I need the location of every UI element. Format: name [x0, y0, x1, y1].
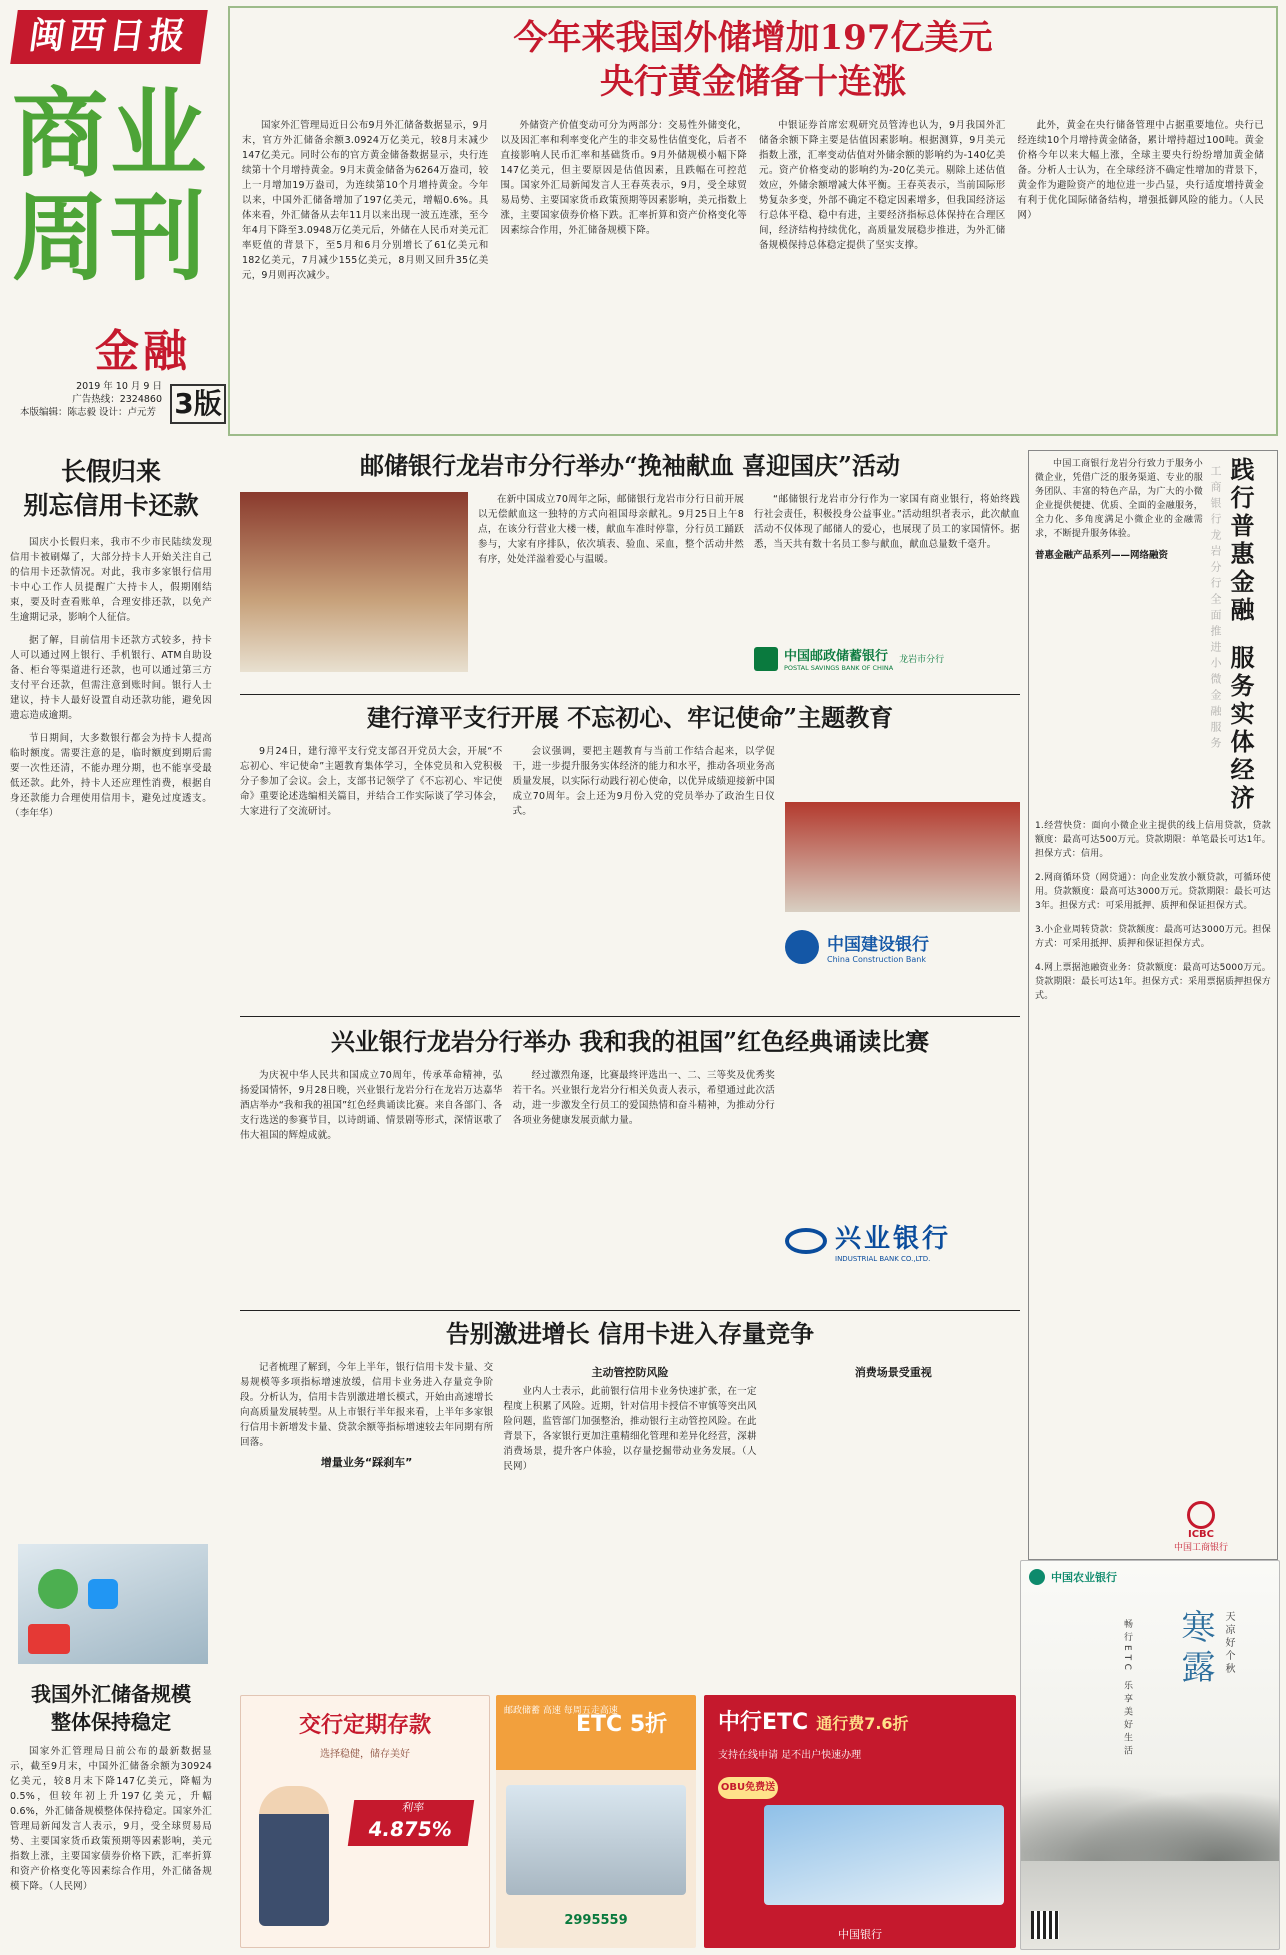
products-label: 普惠金融产品系列——网络融资	[1035, 550, 1169, 561]
ad-title: ETC 5折	[576, 1712, 668, 1737]
product-item: 1.经营快贷：面向小微企业主提供的线上信用贷款，贷款额度：最高可达500万元。贷款期限：单笔最长可达1年。担保方式：信用。	[1035, 821, 1271, 859]
toll-lane-illustration	[764, 1805, 1004, 1905]
subheading: 消费场景受重视	[854, 1366, 932, 1379]
ad-bank: 中国银行	[838, 1928, 882, 1941]
cib-logo: 兴业银行 INDUSTRIAL BANK CO.,LTD.	[785, 1218, 1020, 1263]
ad-phone: 2995559	[564, 1913, 628, 1928]
subheading: 主动管控防风险	[591, 1366, 669, 1379]
divider	[240, 1016, 1020, 1017]
reserves-article	[10, 1680, 212, 1950]
headline: 整体保持稳定	[51, 1710, 171, 1734]
lead-article	[228, 6, 1278, 436]
paragraph: 在新中国成立70周年之际，邮储银行龙岩市分行日前开展以无偿献血这一独特的方式向祖国母亲献礼。9月25日上午8点，在该分行营业大楼一楼，献血车准时停靠，分行员工踊跃参与，大家有序排队，依次填表、验血、采血，整个活动井然有序，处处洋溢着爱心与温暖。	[478, 494, 744, 565]
boc-etc-ad	[704, 1695, 1016, 1948]
paragraph: 节日期间，大多数银行都会为持卡人提高临时额度。需要注意的是，临时额度到期后需要一次性还清，不能办理分期，也不能享受最低还款。此外，持卡人还应理性消费，根据自身还款能力合理使用信用卡，避免过度透支。（李年华）	[10, 733, 212, 819]
product-item: 4.网上票据池融资业务：贷款额度：最高可达5000万元。贷款期限：最长可达1年。担保方式：采用票据质押担保方式。	[1035, 963, 1271, 1001]
divider	[240, 694, 1020, 695]
section-subtitle: 金融	[95, 326, 191, 377]
paragraph: 中国工商银行龙岩分行致力于服务小微企业，凭借广泛的服务渠道、专业的服务团队、丰富的特色产品，为广大的小微企业提供便捷、优质、全面的金融服务，全力化、多角度满足小微企业的金融需求，不断提升服务体验。	[1035, 459, 1203, 539]
paragraph: 据了解，目前信用卡还款方式较多，持卡人可以通过网上银行、手机银行、ATM自助设备、柜台等渠道进行还款，也可以通过第三方支付平台还款，但需注意到账时间。银行人士建议，持卡人最好设置自动还款功能，避免因遗忘造成逾期。	[10, 635, 212, 721]
headline: 告别激进增长 信用卡进入存量竞争	[445, 1319, 815, 1348]
paragraph: 经过激烈角逐，比赛最终评选出一、二、三等奖及优秀奖若干名。兴业银行龙岩分行相关负责人表示，希望通过此次活动，进一步激发全行员工的爱国热情和奋斗精神，为推动分行各项业务健康发展贡献力量。	[512, 1070, 775, 1126]
blood-donation-photo	[240, 492, 468, 672]
ad-top: 邮政储蓄 高速 每周五走高速	[504, 1706, 618, 1716]
paragraph: 中银证券首席宏观研究员管涛也认为，9月我国外汇储备余额下降主要是估值因素影响。根据测算，9月美元指数上涨，汇率变动估值对外储余额的影响约为-140亿美元。资产价格变动的影响约为-20亿美元。剔除上述估值效应，外储余额增减大体平衡。王春英表示，当前国际形势复杂多变，外部不确定不稳定因素增多，但我国经济运行总体平稳、稳中有进，主要经济指标总体保持在合理区间，经济结构持续优化，高质量发展稳步推进，为外汇储备规模保持总体稳定提供了坚实支撑。	[759, 120, 1006, 251]
cib-article	[240, 1024, 1020, 1304]
paragraph: 此外，黄金在央行储备管理中占据重要地位。央行已经连续10个月增持黄金储备，累计增持超过100吨。黄金价格今年以来大幅上涨，全球主要央行纷纷增加黄金储备。分析人士认为，在全球经济不确定性增加的背景下，黄金作为避险资产的地位进一步凸显，央行适度增持黄金有利于优化国际储备结构，增强抵御风险的能力。（人民网）	[1017, 120, 1264, 221]
credit-growth-article	[240, 1316, 1020, 1676]
obu-badge: OBU免费送	[718, 1777, 778, 1799]
section-title: 商业 周刊	[12, 77, 208, 294]
paragraph: 外储资产价值变动可分为两部分：交易性外储变化，以及因汇率和利率变化产生的非交易性估值变化，后者不直接影响人民币汇率和基础货币。9月外储规模小幅下降147亿美元，但主要原因是估值因素，且跌幅在可控范围。国家外汇局新闻发言人王春英表示，9月，受全球贸易局势、主要国家货币政策预期等因素影响，美元指数上涨，主要国家债券价格下跌。汇率折算和资产价格变化等因素综合作用，外汇储备规模下降。	[500, 120, 747, 236]
postal-article	[240, 448, 1020, 688]
businessman-illustration	[259, 1786, 329, 1926]
paragraph: 国家外汇管理局近日公布9月外汇储备数据显示，9月末，官方外汇储备余额3.0924万亿美元，较8月末减少147亿美元。同时公布的官方黄金储备数据显示，央行连续第十个月增持黄金。9月末黄金储备为6264万盎司，较上一月增加19万盎司，为连续第10个月增持黄金。今年以来，中国外汇储备增加了197亿美元，增幅0.6%。具体来看，外汇储备从去年11月以来出现一波五连涨，至今年4月下降至3.0948万亿美元后，外储在人民币对美元汇率贬值的背景下，至5月和6月分别增长了61亿美元和182亿美元，7月减少155亿美元，8月则又回升35亿美元，9月则再次减少。	[242, 120, 489, 281]
paper-name-logo: 闽西日报	[10, 10, 208, 64]
paragraph: 国庆小长假归来，我市不少市民陆续发现信用卡被刷爆了，大部分持卡人开始关注自己的信用卡还款情况。对此，我市多家银行信用卡中心工作人员提醒广大持卡人，假期刚结束，要及时查看账单，合理安排还款，以免产生逾期记录，影响个人征信。	[10, 537, 212, 623]
icbc-logo-icon	[1187, 1501, 1215, 1529]
ad-title: 中行ETC	[718, 1710, 809, 1735]
ccb-logo: 中国建设银行 China Construction Bank	[785, 930, 1020, 964]
meeting-photo	[785, 802, 1020, 912]
abc-logo-icon	[1029, 1569, 1045, 1585]
headline: 别忘信用卡还款	[23, 491, 199, 520]
headline: 邮储银行龙岩市分行举办“挽袖献血 喜迎国庆”活动	[360, 451, 900, 480]
ccb-logo-icon	[785, 930, 819, 964]
icbc-logo: ICBC 中国工商银行	[1174, 1501, 1228, 1553]
rate-badge: 利率 4.875%	[348, 1800, 474, 1846]
ccb-article	[240, 700, 1020, 1010]
product: 畅行ETC 乐享美好生活	[1122, 1619, 1132, 1759]
headline: 长假归来	[60, 457, 161, 486]
cib-logo-icon	[785, 1228, 827, 1254]
credit-card-photo	[18, 1544, 208, 1664]
divider	[240, 1310, 1020, 1311]
lead-headline: 今年来我国外储增加197亿美元	[513, 18, 993, 58]
psbc-etc-ad	[496, 1695, 696, 1948]
postal-logo: 中国邮政储蓄银行 POSTAL SAVINGS BANK OF CHINA 龙岩市分行	[754, 645, 1020, 672]
icbc-headline: 践行普惠金融服务实体经济	[1226, 457, 1255, 813]
product-item: 3.小企业周转贷款：贷款额度：最高可达3000万元。担保方式：可采用抵押、质押和保证担保方式。	[1035, 925, 1271, 949]
headline: 我国外汇储备规模	[31, 1682, 191, 1706]
issue-info: 2019 年 10 月 9 日 广告热线：2324860 本版编辑：陈志毅 设计：卢元芳	[20, 381, 162, 418]
abc-logo: 中国农业银行	[1021, 1561, 1279, 1593]
masthead-column	[0, 0, 222, 440]
ad-subtitle: 支持在线申请 足不出户快速办理	[718, 1750, 862, 1761]
slogan: 天凉好个秋	[1223, 1611, 1234, 1676]
bocom-deposit-ad	[240, 1695, 490, 1948]
qr-code	[1031, 1911, 1059, 1939]
ad-title: 交行定期存款	[298, 1713, 431, 1738]
abc-ad	[1020, 1560, 1280, 1950]
paragraph: 国家外汇管理局日前公布的最新数据显示，截至9月末，中国外汇储备余额为30924亿美元，较8月末下降147亿美元，降幅为0.5%，但较年初上升197亿美元，升幅0.6%，外汇储备规模整体保持稳定。国家外汇管理局新闻发言人表示，9月，受全球贸易局势、主要国家货币政策预期等因素影响，美元指数上涨，主要国家债券价格下跌，汇率折算和资产价格变化等因素综合作用，外汇储备规模下降。（人民网）	[10, 1746, 212, 1892]
icbc-article	[1028, 450, 1278, 1560]
page-number: 3版	[170, 384, 226, 424]
headline: 建行漳平支行开展 不忘初心、牢记使命”主题教育	[366, 703, 894, 732]
ad-discount: 通行费7.6折	[816, 1714, 909, 1733]
paragraph: 记者梳理了解到，今年上半年，银行信用卡发卡量、交易规模等多项指标增速放缓，信用卡业务进入存量竞争阶段。分析认为，信用卡告别激进增长模式，开始由高速增长向高质量发展转型。从上市银行半年报来看，上半年多家银行信用卡新增发卡量、贷款余额等指标增速较去年同期有所回落。	[240, 1362, 494, 1448]
icbc-vertical-sub: 工商银行龙岩分行全面推进小微金融服务	[1209, 465, 1222, 753]
holiday-article	[10, 455, 212, 1525]
headline: 兴业银行龙岩分行举办 我和我的祖国”红色经典诵读比赛	[330, 1027, 930, 1056]
paragraph: 会议强调，要把主题教育与当前工作结合起来，以学促干，进一步提升服务实体经济的能力和水平，推动各项业务高质量发展，以实际行动践行初心使命，以优异成绩迎接新中国成立70周年。会上还为9月份入党的党员举办了政治生日仪式。	[512, 746, 775, 817]
product-item: 2.网商循环贷（网贷通）：向企业发放小额贷款，可循环使用。贷款额度：最高可达3000万元。贷款期限：最长可达3年。担保方式：可采用抵押、质押和保证担保方式。	[1035, 873, 1271, 911]
lead-subheadline: 央行黄金储备十连涨	[600, 62, 906, 102]
subheading: 增量业务“踩刹车”	[320, 1456, 413, 1469]
paragraph: 9月24日，建行漳平支行党支部召开党员大会，开展“不忘初心、牢记使命”主题教育集体学习，全体党员和入党积极分子参加了会议。会上，支部书记领学了《不忘初心、牢记使命》重要论述选编相关篇目，并结合工作实际谈了学习体会，大家进行了交流研讨。	[240, 746, 503, 817]
paragraph: 业内人士表示，此前银行信用卡业务快速扩张，在一定程度上积累了风险。近期，针对信用卡授信不审慎等突出风险问题，监管部门加强整治，推动银行主动管控风险。在此背景下，各家银行更加注重精细化管理和差异化经营，深耕消费场景，提升客户体验，以存量挖掘带动业务发展。（人民网）	[503, 1386, 757, 1472]
paragraph: “邮储银行龙岩市分行作为一家国有商业银行，将始终践行社会责任，积极投身公益事业。”活动组织者表示，此次献血活动不仅体现了邮储人的爱心，也展现了员工的家国情怀。据悉，当天共有数十名员工参与献血，献血总量数千毫升。	[754, 494, 1020, 550]
psbc-logo-icon	[754, 647, 778, 671]
solar-term: 寒露	[1175, 1609, 1215, 1689]
mountain-illustration	[1021, 1771, 1279, 1861]
toll-booth-illustration	[506, 1785, 686, 1895]
ad-subtitle: 选择稳健，储存美好	[320, 1749, 410, 1760]
paragraph: 为庆祝中华人民共和国成立70周年，传承革命精神，弘扬爱国情怀，9月28日晚，兴业银行龙岩分行在龙岩万达嘉华酒店举办“我和我的祖国”红色经典诵读比赛。来自各部门、各支行选送的参赛节目，以诗朗诵、情景剧等形式，深情讴歌了伟大祖国的辉煌成就。	[240, 1070, 503, 1141]
